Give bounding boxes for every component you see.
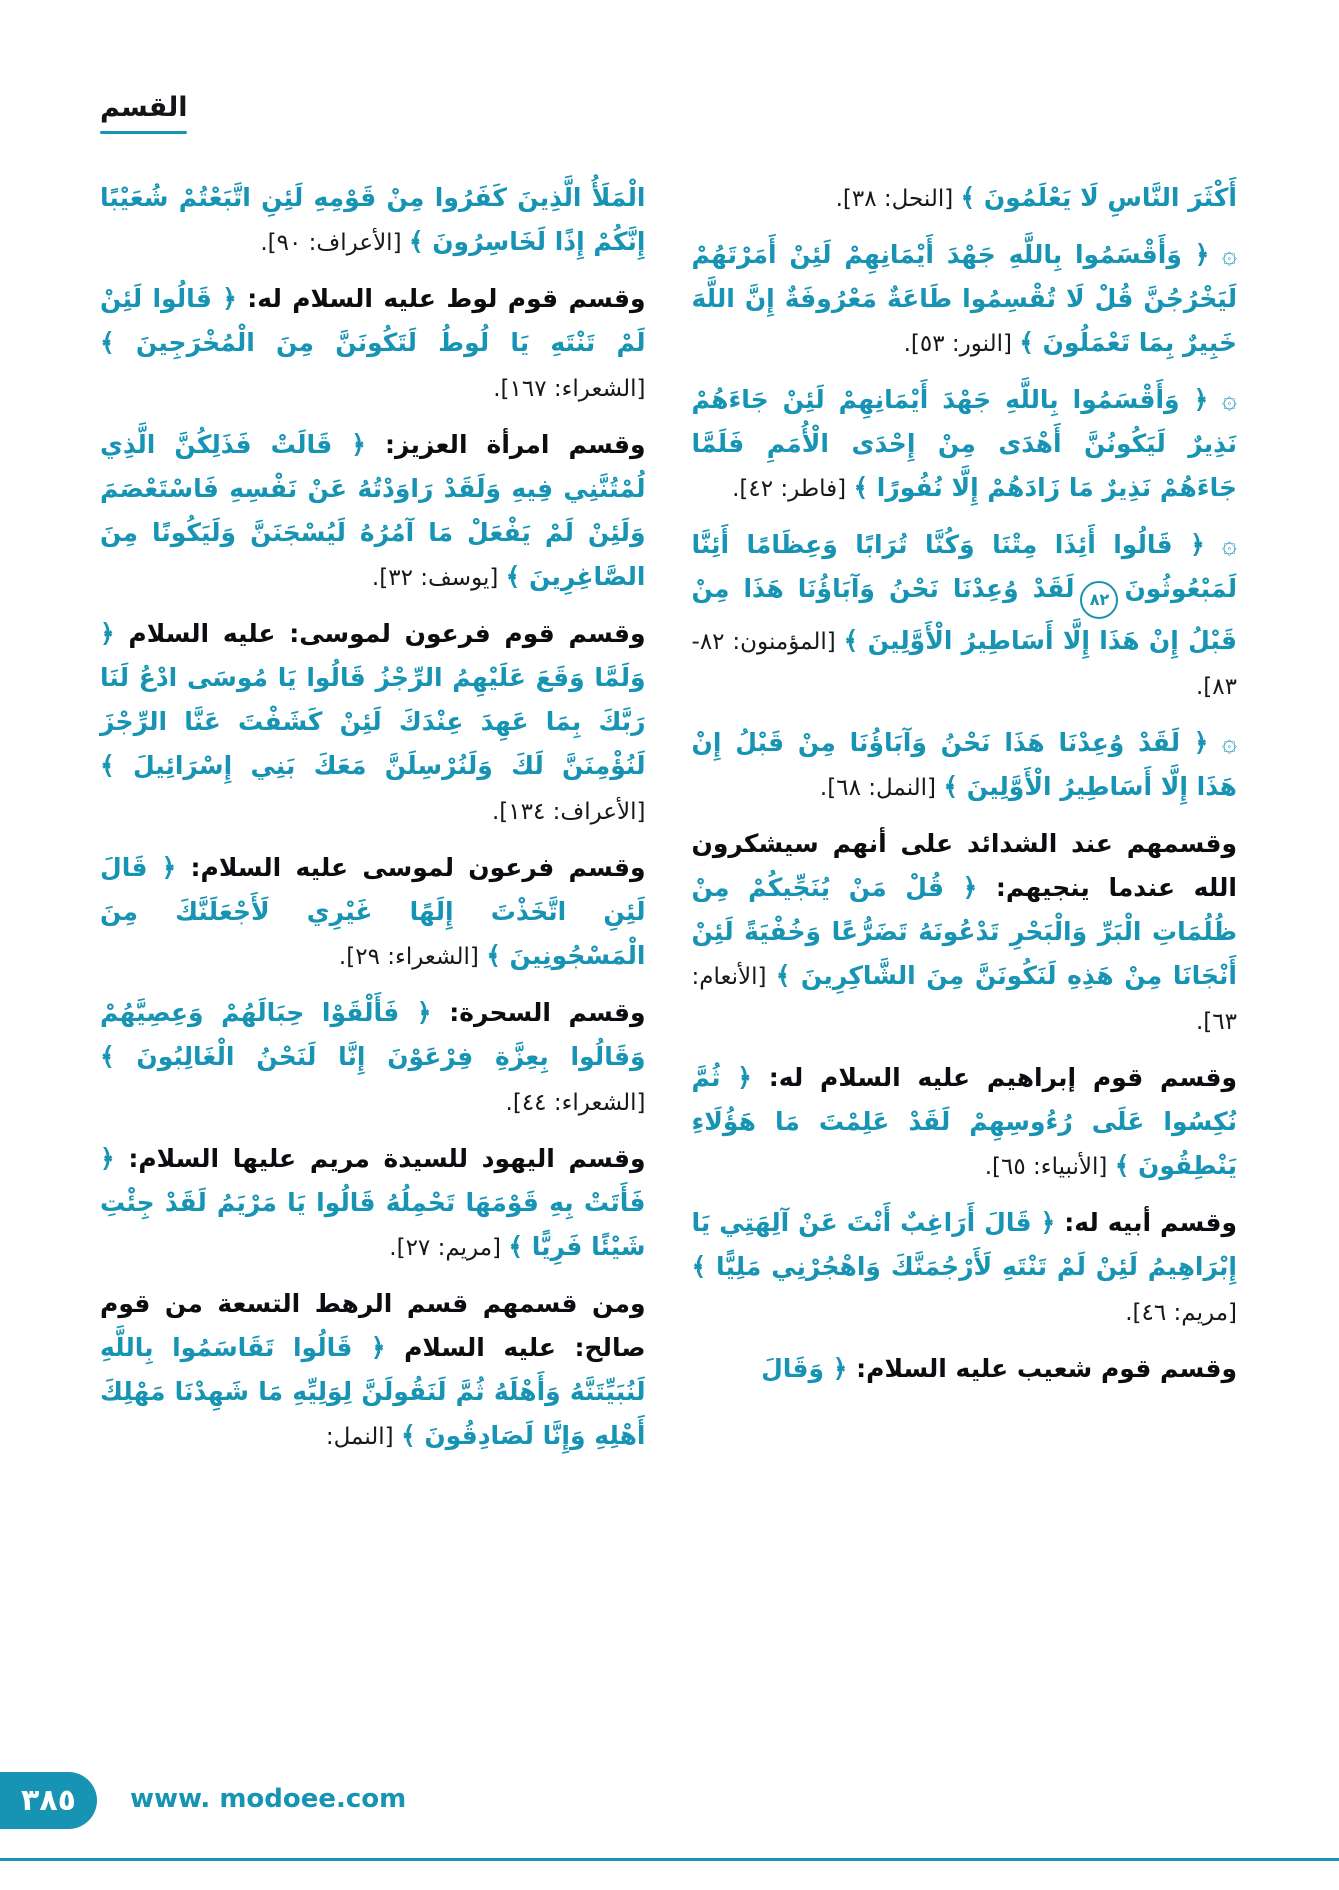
verse-reference: [الشعراء: ٤٤].	[505, 1090, 646, 1116]
verse-reference: [الشعراء: ٢٩].	[338, 944, 487, 970]
paragraph	[692, 523, 1238, 709]
verse-reference: [الأنبياء: ٦٥].	[984, 1154, 1115, 1180]
quran-verse: ﴿ فَأَلْقَوْا حِبَالَهُمْ وَعِصِيَّهُمْ وَقَالُوا بِعِزَّةِ فِرْعَوْنَ إِنَّا لَنَحْنُ الْغَالِبُونَ ﴾	[100, 998, 646, 1071]
verse-reference: [النمل: ٦٨].	[819, 775, 944, 801]
verse-reference: [النور: ٥٣].	[903, 331, 1020, 357]
page-content	[100, 176, 1237, 1471]
verse-reference: [الشعراء: ١٦٧].	[493, 376, 646, 402]
verse-reference: [مريم: ٢٧].	[389, 1235, 509, 1261]
paragraph	[100, 1137, 646, 1270]
commentary-text: وقسمهم عند الشدائد على أنهم سيشكرون الله عندما ينجيهم:	[691, 829, 1237, 902]
page-number: ٣٨٥	[21, 1783, 76, 1818]
paragraph	[692, 822, 1238, 1044]
quran-verse: ﴿ قَالَ أَرَاغِبٌ أَنْتَ عَنْ آلِهَتِي يَا إِبْرَاهِيمُ لَئِنْ لَمْ تَنْتَهِ لَأَرْجُمَنَّكَ وَاهْجُرْنِي مَلِيًّا ﴾	[691, 1208, 1237, 1281]
ayah-number-badge: ٨٢	[1080, 581, 1118, 619]
right-column	[692, 176, 1238, 1403]
rosette-icon: ۞	[1204, 530, 1237, 560]
paragraph	[692, 233, 1238, 366]
quran-verse: ﴿ فَأَتَتْ بِهِ قَوْمَهَا تَحْمِلُهُ قَالُوا يَا مَرْيَمُ لَقَدْ جِئْتِ شَيْئًا فَرِيًّا ﴾	[100, 1144, 646, 1261]
footer-divider	[0, 1858, 1339, 1861]
verse-reference: [يوسف: ٣٢].	[371, 565, 506, 591]
left-column	[100, 176, 646, 1471]
paragraph	[692, 378, 1238, 511]
commentary-text: وقسم امرأة العزيز:	[365, 430, 646, 459]
paragraph	[692, 1347, 1238, 1391]
quran-verse: الْمَلَأُ الَّذِينَ كَفَرُوا مِنْ قَوْمِهِ لَئِنِ اتَّبَعْتُمْ شُعَيْبًا إِنَّكُمْ إِذًا لَخَاسِرُونَ ﴾	[100, 183, 646, 256]
quran-verse: ﴿ ثُمَّ نُكِسُوا عَلَى رُءُوسِهِمْ لَقَدْ عَلِمْتَ مَا هَؤُلَاءِ يَنْطِقُونَ ﴾	[691, 1063, 1237, 1180]
commentary-text: وقسم أبيه له:	[1055, 1208, 1237, 1237]
verse-reference: [المؤمنون: ٨٢- ٨٣].	[691, 629, 1237, 700]
commentary-text: وقسم قوم إبراهيم عليه السلام له:	[751, 1063, 1237, 1092]
paragraph	[100, 176, 646, 265]
paragraph	[100, 1282, 646, 1459]
page-number-badge	[0, 1772, 97, 1829]
website-url: www. modoee.com	[130, 1784, 407, 1814]
chapter-title: القسم	[100, 92, 188, 123]
quran-verse: أَكْثَرَ النَّاسِ لَا يَعْلَمُونَ ﴾	[960, 183, 1237, 212]
page-header	[100, 92, 187, 134]
quran-verse: ﴿ وَقَالَ	[761, 1354, 848, 1383]
quran-verse: لَقَدْ وُعِدْنَا نَحْنُ وَآبَاؤُنَا هَذَا مِنْ قَبْلُ إِنْ هَذَا إِلَّا أَسَاطِيرُ الْأَوَّلِينَ ﴾	[691, 574, 1237, 655]
commentary-text: وقسم قوم فرعون لموسى: عليه السلام	[114, 619, 646, 648]
quran-verse: ﴿ قَالَتْ فَذَلِكُنَّ الَّذِي لُمْتُنَّنِي فِيهِ وَلَقَدْ رَاوَدْتُهُ عَنْ نَفْسِهِ فَاسْتَعْصَمَ وَلَئِنْ لَمْ يَفْعَلْ مَا آمُرُهُ لَيُسْجَنَنَّ وَلَيَكُونًا مِنَ الصَّاغِرِينَ ﴾	[100, 430, 646, 591]
quran-verse: ﴿ لَقَدْ وُعِدْنَا هَذَا نَحْنُ وَآبَاؤُنَا مِنْ قَبْلُ إِنْ هَذَا إِلَّا أَسَاطِيرُ الْأَوَّلِينَ ﴾	[691, 728, 1237, 801]
verse-reference: [النمل:	[325, 1424, 401, 1450]
quran-verse: ﴿ قُلْ مَنْ يُنَجِّيكُمْ مِنْ ظُلُمَاتِ الْبَرِّ وَالْبَحْرِ تَدْعُونَهُ تَضَرُّعًا وَخُفْيَةً لَئِنْ أَنْجَانَا مِنْ هَذِهِ لَنَكُونَنَّ مِنَ الشَّاكِرِينَ ﴾	[691, 873, 1237, 990]
paragraph	[100, 991, 646, 1125]
quran-verse: ﴿ قَالُوا أَئِذَا مِتْنَا وَكُنَّا تُرَابًا وَعِظَامًا أَئِنَّا لَمَبْعُوثُونَ	[691, 530, 1237, 603]
verse-reference: [الأعراف: ١٣٤].	[491, 799, 646, 825]
commentary-text: وقسم قوم شعيب عليه السلام:	[847, 1354, 1237, 1383]
verse-reference: [فاطر: ٤٢].	[732, 476, 854, 502]
header-underline	[100, 131, 187, 134]
paragraph	[100, 612, 646, 834]
quran-verse: ﴿ وَلَمَّا وَقَعَ عَلَيْهِمُ الرِّجْزُ قَالُوا يَا مُوسَى ادْعُ لَنَا رَبَّكَ بِمَا عَهِدَ عِنْدَكَ لَئِنْ كَشَفْتَ عَنَّا الرِّجْزَ لَنُؤْمِنَنَّ لَكَ وَلَنُرْسِلَنَّ مَعَكَ بَنِي إِسْرَائِيلَ ﴾	[100, 619, 646, 780]
quran-verse: ﴿ وَأَقْسَمُوا بِاللَّهِ جَهْدَ أَيْمَانِهِمْ لَئِنْ أَمَرْتَهُمْ لَيَخْرُجُنَّ قُلْ لَا تُقْسِمُوا طَاعَةٌ مَعْرُوفَةٌ إِنَّ اللَّهَ خَبِيرٌ بِمَا تَعْمَلُونَ ﴾	[691, 240, 1237, 357]
paragraph	[100, 423, 646, 600]
paragraph	[692, 1201, 1238, 1335]
commentary-text: وقسم اليهود للسيدة مريم عليها السلام:	[114, 1144, 646, 1173]
rosette-icon: ۞	[1209, 240, 1237, 270]
verse-reference: [الأنعام: ٦٣].	[691, 964, 1237, 1035]
quran-verse: ﴿ قَالُوا تَقَاسَمُوا بِاللَّهِ لَنُبَيِّتَنَّهُ وَأَهْلَهُ ثُمَّ لَنَقُولَنَّ لِوَلِيِّهِ مَا شَهِدْنَا مَهْلِكَ أَهْلِهِ وَإِنَّا لَصَادِقُونَ ﴾	[100, 1333, 646, 1450]
paragraph	[692, 176, 1238, 221]
verse-reference: [مريم: ٤٦].	[1125, 1300, 1237, 1326]
quran-verse: ﴿ وَأَقْسَمُوا بِاللَّهِ جَهْدَ أَيْمَانِهِمْ لَئِنْ جَاءَهُمْ نَذِيرٌ لَيَكُونُنَّ أَهْدَى مِنْ إِحْدَى الْأُمَمِ فَلَمَّا جَاءَهُمْ نَذِيرٌ مَا زَادَهُمْ إِلَّا نُفُورًا ﴾	[691, 385, 1237, 502]
paragraph	[692, 1056, 1238, 1189]
paragraph	[692, 721, 1238, 810]
rosette-icon: ۞	[1208, 385, 1237, 415]
rosette-icon: ۞	[1208, 728, 1237, 758]
commentary-text: وقسم فرعون لموسى عليه السلام:	[176, 853, 646, 882]
paragraph	[100, 277, 646, 411]
commentary-text: وقسم قوم لوط عليه السلام له:	[236, 284, 646, 313]
commentary-text: وقسم السحرة:	[431, 998, 646, 1027]
quran-verse: ﴿ قَالَ لَئِنِ اتَّخَذْتَ إِلَهًا غَيْرِي لَأَجْعَلَنَّكَ مِنَ الْمَسْجُونِينَ ﴾	[100, 853, 646, 970]
verse-reference: [النحل: ٣٨].	[835, 186, 961, 212]
paragraph	[100, 846, 646, 979]
commentary-text: ومن قسمهم قسم الرهط التسعة من قوم صالح: عليه السلام	[100, 1289, 646, 1362]
quran-verse: ﴿ قَالُوا لَئِنْ لَمْ تَنْتَهِ يَا لُوطُ لَتَكُونَنَّ مِنَ الْمُخْرَجِينَ ﴾	[100, 284, 646, 357]
verse-reference: [الأعراف: ٩٠].	[260, 230, 409, 256]
